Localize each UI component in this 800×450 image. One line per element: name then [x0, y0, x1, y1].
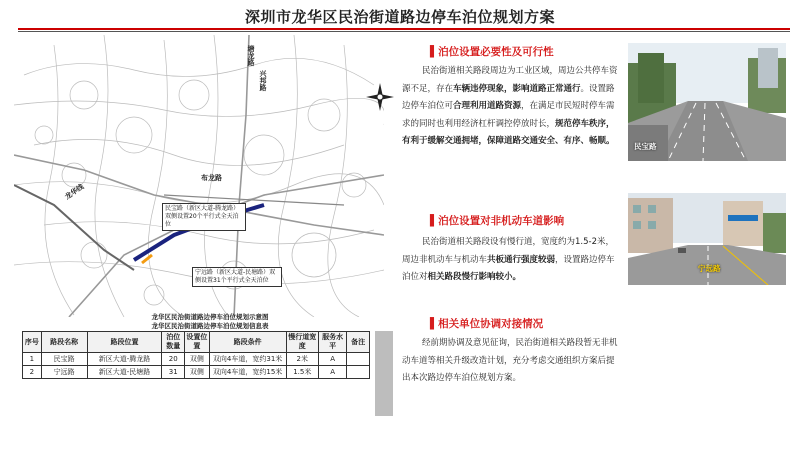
callout-ningyuan: 宁远路（新区大道-民塘路）双侧设置31个平行式全天泊位 [192, 267, 282, 287]
header-cell: 路段名称 [41, 332, 87, 353]
para-text: ，设置路边停车泊位对 [402, 254, 615, 282]
photo-label-minbao: 民宝路 [634, 142, 657, 151]
cell: 新区大道-民塘路 [87, 366, 162, 379]
header-cell: 服务水平 [318, 332, 346, 353]
header-cell: 泊位数量 [162, 332, 185, 353]
road-label-longhua-line: 龙华线 [63, 182, 86, 202]
cell: 1.5米 [286, 366, 318, 379]
header-cell: 路段条件 [209, 332, 286, 353]
cell: 2 [23, 366, 42, 379]
photo-label-ningyuan: 宁远路 [698, 264, 721, 273]
parking-info-table [22, 331, 370, 379]
decorative-gray-bar [375, 331, 393, 416]
location-map [14, 35, 384, 317]
table-header-row [23, 332, 370, 353]
callout-minbao: 民宝路（新区大道-腾龙路）双侧设置20个平行式全天泊位 [162, 203, 246, 231]
bullet-icon: ▌ [430, 46, 439, 58]
road-label-tanglong: 塘龙路 [247, 45, 255, 66]
road-label-xingbang: 兴邦路 [259, 70, 267, 91]
table-row [23, 353, 370, 366]
section-title-necessity [430, 44, 554, 59]
para-bold-text: 合理利用道路资源 [453, 101, 522, 111]
section-title-text: 相关单位协调对接情况 [438, 318, 544, 330]
header-cell: 路段位置 [87, 332, 162, 353]
road-label-buzhi: 布龙路 [201, 174, 222, 182]
para-text: 。设置路边停车泊位可 [402, 83, 615, 111]
table-row [23, 366, 370, 379]
section-paragraph-impact [402, 234, 620, 287]
section-title-text: 泊位设置对非机动车道影响 [438, 215, 565, 227]
cell: A [318, 366, 346, 379]
page-title: 深圳市龙华区民治街道路边停车泊位规划方案 [244, 8, 555, 26]
section-title-impact [430, 213, 564, 228]
header-cell: 备注 [347, 332, 370, 353]
section-paragraph-coordination [402, 335, 620, 388]
para-bold-text: 相关路段慢行影响较小。 [427, 272, 522, 282]
bullet-icon: ▌ [430, 318, 439, 330]
photo-ningyuan-road [628, 193, 786, 285]
para-bold-text: 规范停车秩序，有利于缓解交通拥堵，保障道路交通安全、有序、畅顺。 [402, 118, 615, 146]
cell: 双侧 [185, 353, 210, 366]
para-text: 民治街道相关路段设有慢行道，宽度约为1.5-2米，周边非机动车与机动车 [402, 237, 614, 265]
section-paragraph-necessity [402, 63, 620, 151]
table-caption: 龙华区民治街道路边停车泊位规划信息表 [151, 322, 269, 330]
header-cell: 设置位置 [185, 332, 210, 353]
cell: 双向4车道，宽约31米 [209, 353, 286, 366]
section-title-coordination [430, 316, 543, 331]
cell: 1 [23, 353, 42, 366]
para-text: 民治街道相关路段周边为工业区域，周边公共停车资源不足，存在 [402, 66, 618, 94]
cell: 双侧 [185, 366, 210, 379]
title-rule-secondary [18, 31, 790, 32]
para-text: 经前期协调及意见征询，民治街道相关路段暂无非机动车道等相关升级改造计划，充分考虑交通组织方案后提出本次路边停车泊位规划方案。 [402, 338, 618, 383]
para-bold-text: 共板通行强度较弱 [487, 254, 556, 265]
cell: 双向4车道，宽约15米 [209, 366, 286, 379]
header-cell: 序号 [23, 332, 42, 353]
cell: 民宝路 [41, 353, 87, 366]
cell: 2米 [286, 353, 318, 366]
photo-minbao-road [628, 43, 786, 161]
cell: 31 [162, 366, 185, 379]
cell: 20 [162, 353, 185, 366]
map-caption: 龙华区民治街道路边停车泊位规划示意图 [151, 313, 269, 321]
section-title-text: 泊位设置必要性及可行性 [438, 46, 554, 58]
para-bold-text: 车辆违停现象，影响道路正常通行 [453, 83, 581, 94]
bullet-icon: ▌ [430, 215, 439, 227]
cell: 宁远路 [41, 366, 87, 379]
cell: A [318, 353, 346, 366]
para-text: ，在满足市民短时停车需求的同时也利用经济杠杆调控停放时长， [402, 101, 615, 129]
cell: 新区大道-腾龙路 [87, 353, 162, 366]
header-cell: 慢行道宽度 [286, 332, 318, 353]
compass-icon [366, 83, 394, 111]
cell [347, 353, 370, 366]
title-rule [18, 28, 790, 30]
cell [347, 366, 370, 379]
